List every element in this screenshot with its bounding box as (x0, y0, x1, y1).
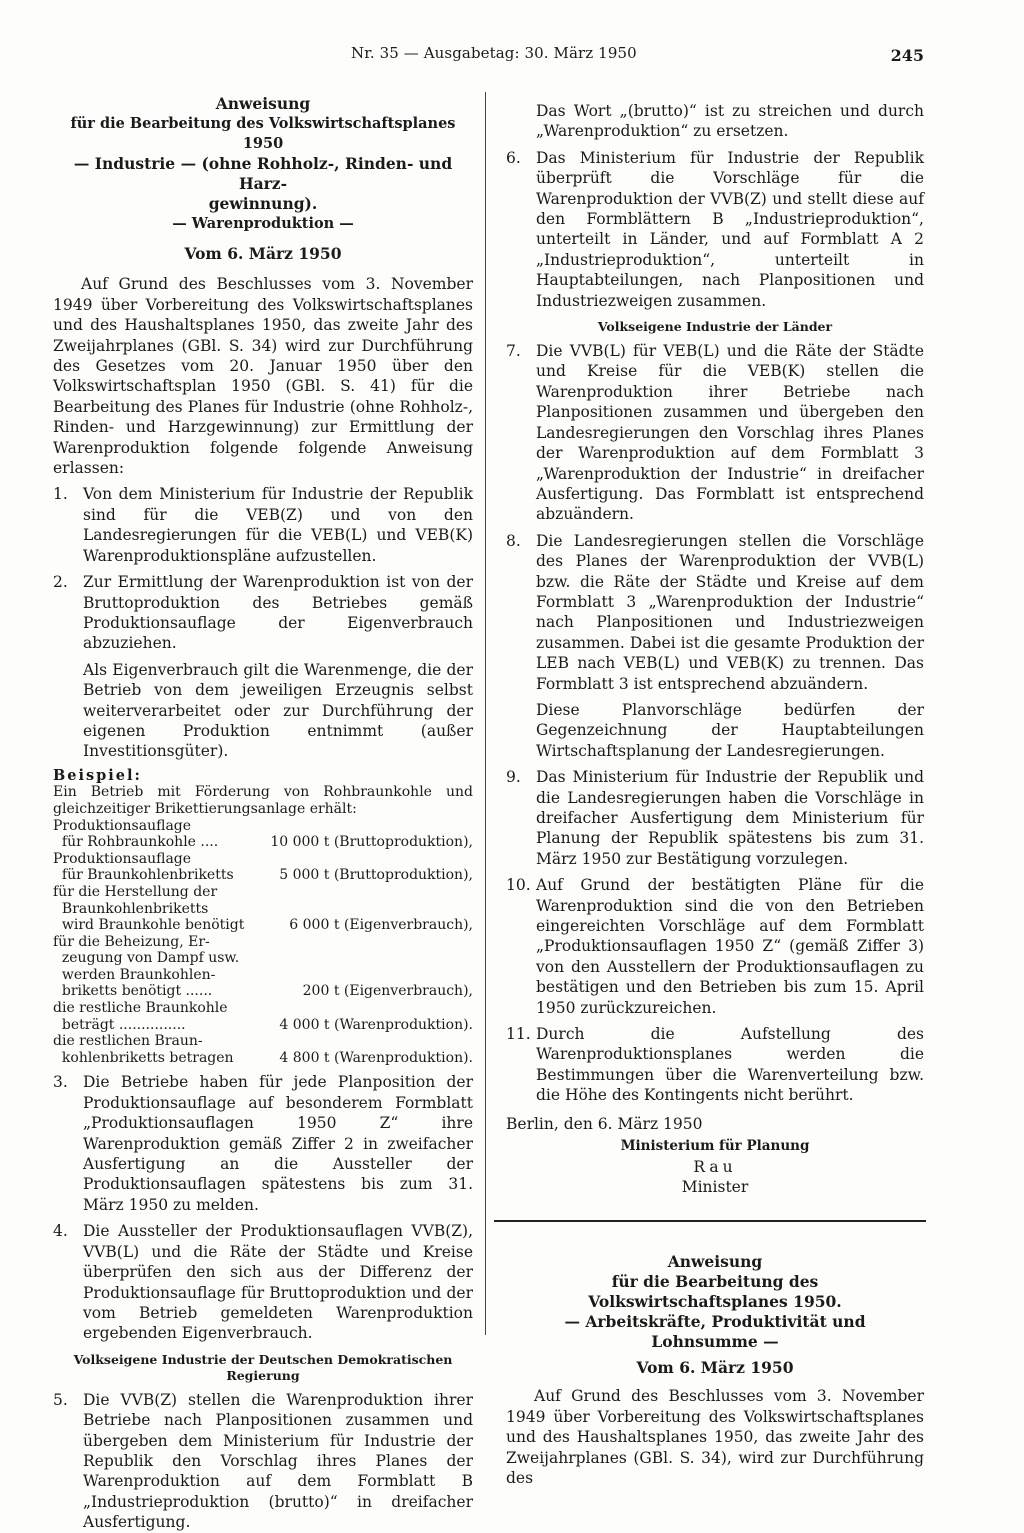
item-number: 5. (53, 1390, 68, 1409)
decree-date-2: Vom 6. März 1950 (636, 1358, 794, 1377)
section-divider (494, 1220, 926, 1222)
example-row-label: werden Braunkohlen- (53, 966, 216, 983)
decree-title-2 (506, 1252, 924, 1352)
item-text: Das Ministerium für Industrie der Republik überprüft die Vorschläge für die Warenproduktion der VVB(Z) und stellt diese auf den Formblättern B „Industrieproduktion“, unterteilt in Länder, und auf Formblatt A 2 „Industrieproduktion“, unterteilt in Hauptabteilungen, nach Planpositionen und Industriezweigen zusammen. (536, 148, 924, 310)
example-row (53, 934, 473, 951)
item-text: Die VVB(L) für VEB(L) und die Räte der Städte und Kreise für die VEB(K) stellen die Warenproduktion ihrer Betriebe nach Planpositionen zusammen und übergeben den Landesregierungen den Vorschlag ihres Planes der Warenproduktion auf dem Formblatt 3 „Warenproduktion der Industrie“ in dreifacher Ausfertigung. Das Formblatt ist entsprechend abzuändern. (536, 342, 924, 524)
example-row (53, 818, 473, 835)
item-number: 2. (53, 573, 68, 592)
example-intro: Ein Betrieb mit Förderung von Rohbraunkohle und gleichzeitiger Brikettierungsanlage erhält: (53, 784, 473, 817)
item-text: Zur Ermittlung der Warenproduktion ist von der Bruttoproduktion des Betriebes gemäß Produktionsauflage der Eigenverbrauch abzuziehen. (83, 573, 473, 653)
example-row (53, 917, 473, 934)
example-row-value: 4 800 t (Warenproduktion). (279, 1049, 473, 1066)
example-row (53, 1033, 473, 1050)
example-row (53, 1000, 473, 1017)
ministry-name: Ministerium für Planung (620, 1138, 810, 1155)
list-item (53, 484, 473, 566)
list-item (506, 341, 924, 525)
item-number: 6. (506, 148, 521, 167)
example-row-label: zeugung von Dampf usw. (53, 950, 240, 967)
example-row (53, 1017, 473, 1034)
page-header (0, 44, 1024, 68)
example-row (53, 983, 473, 1000)
title-line: — Warenproduktion — (172, 215, 354, 232)
example-row-label: beträgt ............... (53, 1016, 186, 1033)
example-row-label: für die Beheizung, Er- (53, 933, 210, 950)
example-row-label: Braunkohlenbriketts (53, 900, 209, 917)
title-line: für die Bearbeitung des Volkswirtschaftsplanes 1950 (70, 115, 456, 152)
signatory-title: Minister (681, 1177, 749, 1196)
item-subparagraph: Als Eigenverbrauch gilt die Warenmenge, die der Betrieb von dem jeweiligen Erzeugnis selbst weiterverarbeitet oder zur Durchführung der eigenen Produktion entnimmt (außer Investitionsgüter). (83, 660, 473, 761)
example-row-value: 6 000 t (Eigenverbrauch), (289, 917, 473, 934)
list-item (53, 1390, 473, 1533)
item-number: 11. (506, 1025, 531, 1044)
example-row-label: für Braunkohlenbriketts (53, 867, 234, 884)
title-line: Anweisung (215, 94, 311, 113)
example-row (53, 901, 473, 918)
list-item (506, 148, 924, 311)
item-text: Durch die Aufstellung des Warenproduktionsplanes werden die Bestimmungen über die Warenverteilung bzw. die Höhe des Kontingents nicht berührt. (536, 1025, 924, 1105)
column-divider (485, 92, 486, 1335)
item-number: 7. (506, 342, 521, 361)
title-line: — Industrie — (ohne Rohholz-, Rinden- und Harz- (73, 154, 453, 193)
list-item (506, 767, 924, 869)
preamble-2: Auf Grund des Beschlusses vom 3. November 1949 über Vorbereitung des Volkswirtschaftsplanes und des Haushaltsplanes 1950, das zweite Jahr des Zweijahrplanes (GBl. S. 34), wird zur Durchführung des (506, 1387, 924, 1488)
example-row (53, 1050, 473, 1067)
example-row-label: kohlenbriketts betragen (53, 1049, 234, 1066)
item-number: 1. (53, 485, 68, 504)
list-item (506, 875, 924, 1018)
item-text: Von dem Ministerium für Industrie der Republik sind für die VEB(Z) und von den Landesregierungen für die VEB(L) und VEB(K) Warenproduktionspläne aufzustellen. (83, 485, 473, 565)
right-column (506, 101, 924, 1197)
example-row-label: die restlichen Braun- (53, 1033, 203, 1050)
item-number: 9. (506, 768, 521, 787)
list-item (53, 1221, 473, 1343)
example-label: Beispiel: (53, 766, 142, 784)
decree-title (53, 94, 473, 234)
preamble: Auf Grund des Beschlusses vom 3. November 1949 über Vorbereitung des Volkswirtschaftsplanes und des Haushaltsplanes 1950, das zweite Jahr des Zweijahrplanes (GBl. S. 34) wird zur Durchführung des Gesetzes vom 20. Januar 1950 über den Volkswirtschaftsplan 1950 (GBl. S. 41) für die Bearbeitung des Planes für Industrie (ohne Rohholz-, Rinden- und Harzgewinnung) zur Ermittlung der Warenproduktion folgende folgende Anweisung erlassen: (53, 275, 473, 478)
example-row-label: Produktionsauflage (53, 817, 192, 834)
second-decree (506, 1252, 924, 1488)
continuation-text: Das Wort „(brutto)“ ist zu streichen und durch „Warenproduktion“ zu ersetzen. (536, 102, 924, 141)
example-row (53, 950, 473, 967)
section-heading-line: Regierung (226, 1367, 300, 1383)
item-text: Die Betriebe haben für jede Planposition der Produktionsauflage auf besonderem Formblatt „Produktionsauflagen 1950 Z“ ihre Warenproduktion gemäß Ziffer 2 in zweifacher Ausfertigung an die Aussteller der Produktionsauflagen spätestens bis zum 31. März 1950 zu melden. (83, 1073, 473, 1214)
item-number: 3. (53, 1073, 68, 1092)
left-column (53, 94, 473, 1533)
title-line: gewinnung). (208, 194, 318, 213)
item-text: Die Landesregierungen stellen die Vorschläge des Planes der Warenproduktion der VVB(L) bzw. die Räte der Städte und Kreise auf dem Formblatt 3 „Warenproduktion der Industrie“ nach Planpositionen und Industriezweigen zusammen. Dabei ist die gesamte Produktion der LEB nach VEB(L) und VEB(K) zu trennen. Das Formblatt 3 ist entsprechend abzuändern. (536, 531, 924, 693)
example-row-label: für die Herstellung der (53, 883, 218, 900)
item-text: Die VVB(Z) stellen die Warenproduktion ihrer Betriebe nach Planpositionen zusammen und übergeben dem Ministerium für Industrie der Republik den Vorschlag ihres Planes der Warenproduktion auf dem Formblatt B „Industrieproduktion (brutto)“ in dreifacher Ausfertigung. (83, 1390, 473, 1532)
list-item (53, 1072, 473, 1215)
example-row (53, 884, 473, 901)
signatory-name: Rau (693, 1157, 737, 1176)
item-text: Auf Grund der bestätigten Pläne für die Warenproduktion sind die von den Betrieben eingereichten Vorschläge auf dem Formblatt „Produktionsauflagen 1950 Z“ (gemäß Ziffer 3) von den Ausstellern der Produktionsauflagen zu bestätigen und den Betrieben bis zum 15. April 1950 zurückzureichen. (536, 876, 924, 1017)
title-line: für die Bearbeitung des Volkswirtschaftsplanes 1950. (588, 1272, 842, 1311)
example-row-label: Produktionsauflage (53, 850, 192, 867)
section-heading: Volkseigene Industrie der Länder (597, 319, 833, 335)
section-heading-line: Volkseigene Industrie der Deutschen Demokratischen (73, 1351, 453, 1367)
item-number: 10. (506, 876, 531, 895)
item-subparagraph: Diese Planvorschläge bedürfen der Gegenzeichnung der Hauptabteilungen Wirtschaftsplanung der Landesregierungen. (536, 700, 924, 760)
title-line: Anweisung (667, 1252, 763, 1271)
example-row-label: briketts benötigt ...... (53, 983, 213, 1000)
list-item (506, 1024, 924, 1106)
title-line: — Arbeitskräfte, Produktivität und Lohnsumme — (564, 1312, 866, 1351)
list-item (506, 531, 924, 761)
example-row-value: 200 t (Eigenverbrauch), (302, 983, 473, 1000)
item-number: 8. (506, 531, 521, 550)
example-row-value: 4 000 t (Warenproduktion). (279, 1016, 473, 1033)
section-heading (53, 1352, 473, 1384)
example-row-label: für Rohbraunkohle .... (53, 834, 219, 851)
example-row (53, 867, 473, 884)
example-row (53, 967, 473, 984)
item-text: Die Aussteller der Produktionsauflagen VVB(Z), VVB(L) und die Räte der Städte und Kreise überprüfen den sich aus der Differenz der Produktionsauflage für Bruttoproduktion und der vom Betrieb gemeldeten Warenproduktion ergebenden Eigenverbrauch. (83, 1222, 473, 1343)
signature-block (506, 1114, 924, 1198)
example-row-label: die restliche Braunkohle (53, 1000, 228, 1017)
example-row-value: 10 000 t (Bruttoproduktion), (270, 834, 473, 851)
list-item (53, 572, 473, 762)
issue-line: Nr. 35 — Ausgabetag: 30. März 1950 (351, 44, 637, 62)
place-date: Berlin, den 6. März 1950 (506, 1114, 703, 1133)
example-row (53, 834, 473, 851)
example-block (53, 768, 473, 1067)
decree-date: Vom 6. März 1950 (184, 244, 342, 263)
example-table (53, 818, 473, 1067)
example-row-label: wird Braunkohle benötigt (53, 917, 245, 934)
example-row-value: 5 000 t (Bruttoproduktion), (279, 867, 473, 884)
example-row (53, 851, 473, 868)
item-number: 4. (53, 1222, 68, 1241)
item-text: Das Ministerium für Industrie der Republik und die Landesregierungen haben die Vorschläge in dreifacher Ausfertigung dem Ministerium für Planung der Republik spätestens bis zum 31. März 1950 zur Bestätigung vorzulegen. (536, 768, 924, 868)
page-number: 245 (890, 46, 924, 65)
